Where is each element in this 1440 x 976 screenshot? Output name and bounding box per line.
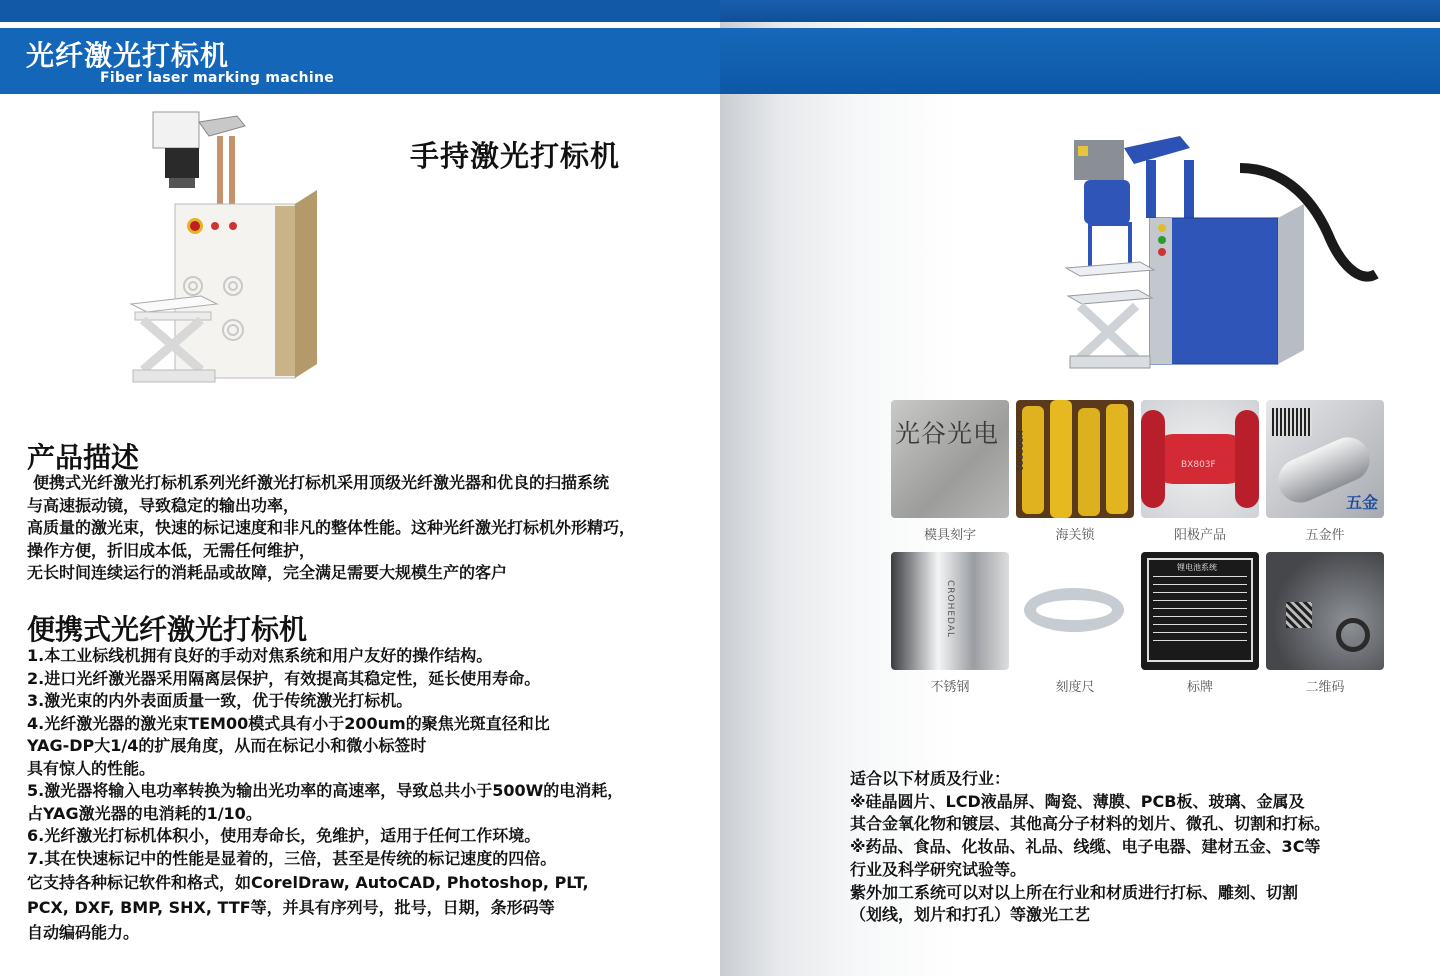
applications-line: 行业及科学研究试验等。 bbox=[850, 859, 1027, 879]
fiber-laser-machine-illustration bbox=[125, 108, 325, 398]
feature-line: 3.激光束的内外表面质量一致，优于传统激光打标机。 bbox=[27, 691, 413, 710]
sample-engraved-text: BX803F bbox=[1181, 460, 1216, 470]
sample-caption: 不锈钢 bbox=[930, 680, 970, 695]
applications-line: ※药品、食品、化妆品、礼品、线缆、电子电器、建材五金、3C等 bbox=[850, 837, 1321, 857]
applications-line: 其合金氧化物和镀层、其他高分子材料的划片、微孔、切割和打标。 bbox=[850, 814, 1331, 834]
feature-line: 5.激光器将输入电功率转换为输出光功率的高速率，导致总共小于500W的电消耗， bbox=[27, 781, 624, 800]
sample-caption: 标牌 bbox=[1186, 680, 1213, 695]
description-line: 与高速振动镜，导致稳定的输出功率， bbox=[27, 495, 300, 515]
product-title: 手持激光打标机 bbox=[410, 139, 621, 173]
handheld-laser-machine-illustration bbox=[1060, 124, 1390, 374]
sample-caption: 五金件 bbox=[1305, 528, 1345, 543]
sample-engraved-text: H000001 bbox=[1013, 430, 1024, 472]
features-heading: 便携式光纤激光打标机 bbox=[27, 613, 308, 646]
feature-line: 4.光纤激光器的激光束TEM00模式具有小于200um的聚焦光斑直径和比 bbox=[27, 713, 550, 733]
sample-image-qr-code bbox=[1266, 552, 1384, 670]
applications-line: 适合以下材质及行业： bbox=[850, 769, 1011, 788]
sample-engraved-text: 锂电池系统 bbox=[1177, 563, 1217, 572]
feature-line: 6.光纤激光打标机体积小，使用寿命长，免维护，适用于任何工作环境。 bbox=[27, 826, 541, 845]
feature-line: PCX, DXF, BMP, SHX, TTF等，并具有序列号，批号，日期，条形码等 bbox=[27, 898, 555, 917]
description-line: 便携式光纤激光打标机系列光纤激光打标机采用顶级光纤激光器和优良的扫描系统 bbox=[33, 473, 610, 492]
sample-image-stainless-steel bbox=[891, 552, 1009, 670]
sample-image-mold-lettering bbox=[891, 400, 1009, 518]
description-line: 无长时间连续运行的消耗品或故障，完全满足需要大规模生产的客户 bbox=[27, 563, 508, 582]
description-heading: 产品描述 bbox=[27, 441, 140, 474]
header-stripe-right bbox=[720, 0, 1440, 22]
feature-line: 具有惊人的性能。 bbox=[27, 758, 156, 778]
sample-image-scale-ruler bbox=[1016, 552, 1134, 670]
header-title: 光纤激光打标机 bbox=[26, 39, 230, 72]
sample-image-anodized bbox=[1141, 400, 1259, 518]
feature-line: 1.本工业标线机拥有良好的手动对焦系统和用户友好的操作结构。 bbox=[27, 646, 493, 665]
sample-engraved-text: CROHEDAL bbox=[945, 579, 956, 639]
feature-line: 自动编码能力。 bbox=[27, 923, 140, 942]
sample-caption: 阳极产品 bbox=[1173, 528, 1226, 543]
sample-engraved-text: 五金 bbox=[1346, 493, 1379, 512]
applications-line: 紫外加工系统可以对以上所在行业和材质进行打标、雕刻、切割 bbox=[850, 882, 1299, 902]
description-line: 操作方便，折旧成本低，无需任何维护， bbox=[27, 540, 316, 560]
applications-text bbox=[850, 768, 1330, 927]
sample-engraved-text: 光谷光电 bbox=[895, 419, 1000, 448]
sample-image-hardware bbox=[1266, 400, 1384, 518]
sample-caption: 海关锁 bbox=[1055, 528, 1095, 543]
features-list bbox=[27, 645, 623, 945]
sample-image-customs-lock bbox=[1013, 400, 1134, 518]
feature-line: YAG-DP大1/4的扩展角度，从而在标记小和微小标签时 bbox=[27, 736, 427, 755]
sample-caption: 二维码 bbox=[1305, 680, 1345, 695]
feature-line: 它支持各种标记软件和格式，如CorelDraw, AutoCAD, Photoshop, PLT, bbox=[27, 873, 589, 892]
applications-line: （划线，划片和打孔）等激光工艺 bbox=[850, 905, 1091, 925]
sample-caption: 刻度尺 bbox=[1055, 680, 1095, 695]
sample-image-nameplate bbox=[1141, 552, 1259, 670]
description-line: 高质量的激光束，快速的标记速度和非凡的整体性能。这种光纤激光打标机外形精巧， bbox=[27, 518, 636, 537]
header-subtitle: Fiber laser marking machine bbox=[100, 70, 335, 86]
description-body bbox=[27, 472, 635, 585]
feature-line: 7.其在快速标记中的性能是显着的，三倍，甚至是传统的标记速度的四倍。 bbox=[27, 848, 557, 868]
feature-line: 占YAG激光器的电消耗的1/10。 bbox=[27, 803, 262, 823]
sample-caption: 模具刻字 bbox=[923, 528, 976, 543]
feature-line: 2.进口光纤激光器采用隔离层保护，有效提高其稳定性，延长使用寿命。 bbox=[27, 668, 541, 688]
applications-line: ※硅晶圆片、LCD液晶屏、陶瓷、薄膜、PCB板、玻璃、金属及 bbox=[850, 791, 1305, 811]
header-stripe-left bbox=[0, 0, 720, 22]
header-banner-right bbox=[720, 28, 1440, 94]
